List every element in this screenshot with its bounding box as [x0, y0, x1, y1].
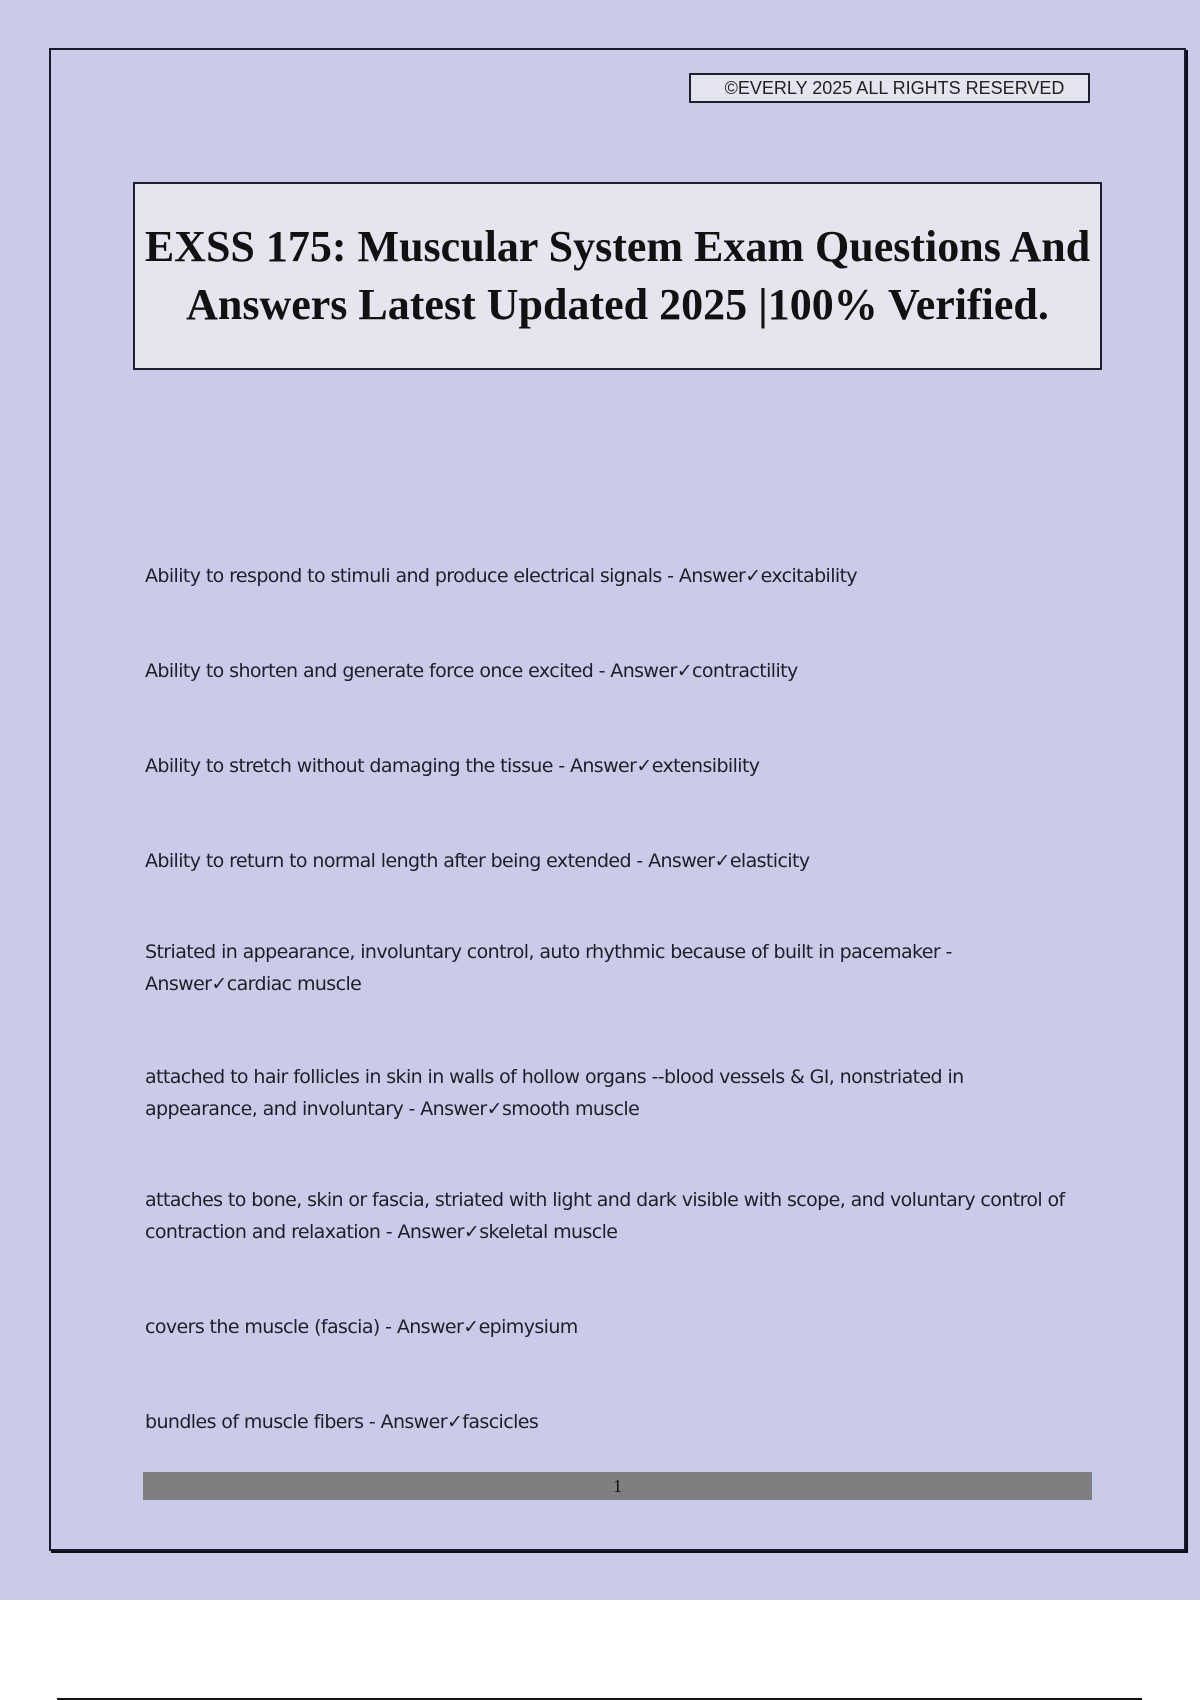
copyright-notice: ©EVERLY 2025 ALL RIGHTS RESERVED [689, 73, 1090, 103]
qa-item [145, 560, 1065, 592]
question-text: attaches to bone, skin or fascia, striated with light and dark visible with scope, and voluntary control of contraction and relaxation - [145, 1189, 1065, 1243]
answer-text: elasticity [729, 850, 810, 872]
question-text: attached to hair follicles in skin in walls of hollow organs --blood vessels & GI, nonstriated in appearance, and involuntary - [145, 1066, 964, 1120]
answer-text: extensibility [651, 755, 760, 777]
document-title: EXSS 175: Muscular System Exam Questions And Answers Latest Updated 2025 |100% Verified. [144, 222, 1091, 329]
answer-text: epimysium [478, 1316, 578, 1338]
question-text: covers the muscle (fascia) - [145, 1316, 397, 1338]
qa-item [145, 845, 1065, 877]
answer-label: Answer [420, 1098, 487, 1120]
checkmark-icon: ✓ [463, 1316, 479, 1338]
checkmark-icon: ✓ [745, 565, 761, 587]
qa-item [145, 1061, 1065, 1125]
question-text: Ability to stretch without damaging the tissue - [145, 755, 570, 777]
answer-text: skeletal muscle [479, 1221, 618, 1243]
checkmark-icon: ✓ [676, 660, 693, 682]
qa-item [145, 655, 1065, 687]
answer-label: Answer [396, 1316, 464, 1338]
checkmark-icon: ✓ [636, 755, 652, 777]
qa-item [145, 1184, 1065, 1248]
answer-label: Answer [610, 660, 677, 682]
question-text: Ability to shorten and generate force once excited - [145, 660, 611, 682]
answer-label: Answer [145, 973, 212, 995]
answer-label: Answer [648, 850, 715, 872]
answer-label: Answer [678, 565, 746, 587]
page-footer-bar [143, 1472, 1092, 1500]
checkmark-icon: ✓ [714, 850, 730, 872]
answer-label: Answer [397, 1221, 464, 1243]
answer-text: cardiac muscle [226, 973, 362, 995]
checkmark-icon: ✓ [446, 1411, 463, 1433]
qa-item [145, 936, 1065, 1000]
title-box [133, 182, 1102, 370]
qa-item [145, 1311, 1065, 1343]
checkmark-icon: ✓ [211, 973, 227, 995]
qa-item [145, 750, 1065, 782]
answer-text: contractility [692, 660, 798, 682]
qa-item [145, 1406, 1065, 1438]
answer-text: excitability [760, 565, 858, 587]
answer-label: Answer [380, 1411, 447, 1433]
question-text: Ability to return to normal length after being extended - [145, 850, 649, 872]
checkmark-icon: ✓ [486, 1098, 502, 1120]
question-text: bundles of muscle fibers - [145, 1411, 381, 1433]
answer-text: smooth muscle [501, 1098, 640, 1120]
page-number: 1 [613, 1476, 622, 1496]
question-text: Striated in appearance, involuntary control, auto rhythmic because of built in pacemaker - [145, 941, 952, 963]
answer-text: fascicles [462, 1411, 539, 1433]
answer-label: Answer [569, 755, 637, 777]
checkmark-icon: ✓ [463, 1221, 480, 1243]
question-text: Ability to respond to stimuli and produce electrical signals - [145, 565, 679, 587]
